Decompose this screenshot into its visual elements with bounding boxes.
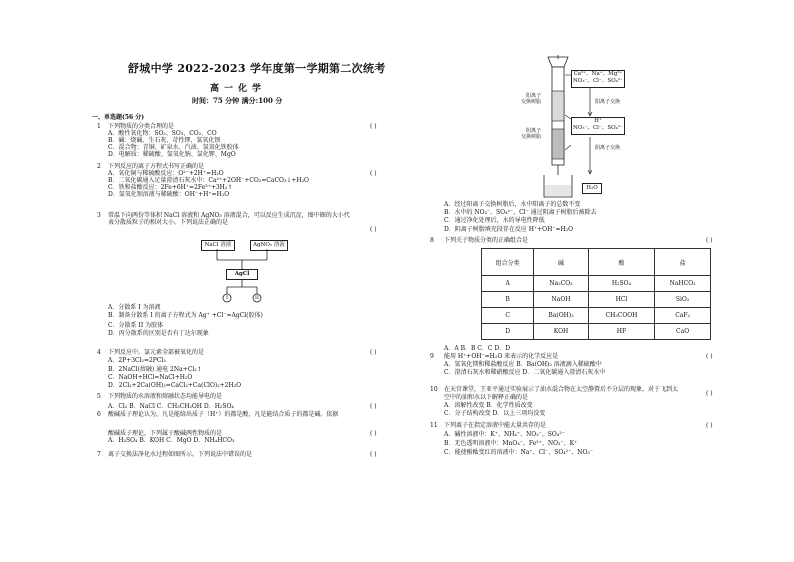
dispersion-one-label: I — [226, 295, 228, 301]
answer-paren-q7: ( ) — [370, 451, 377, 458]
middle-anions: NO₃⁻、Cl⁻、SO₄²⁻ — [573, 125, 623, 131]
answer-paren-q5: ( ) — [370, 403, 377, 410]
answer-option: 表分散质粒子的相对大小。下列说法正确的是 — [108, 219, 229, 226]
q8-options: A．A B．B C．C D．D — [444, 345, 511, 352]
answer-option: B．二氧化碳通入足量澄清石灰水中：Ca²⁺+2OH⁻+CO₂=CaCO₃↓+H₂O — [108, 177, 309, 184]
table-cell: HF — [588, 324, 654, 340]
table-cell: HCl — [588, 292, 654, 308]
exam-meta: 时间：75 分钟 满分:100 分 — [192, 96, 283, 105]
answer-option: C．混合物：青铜、矿泉水、汽油、氢氧化铁胶体 — [108, 144, 239, 151]
agno3-solution-box: AgNO₃ 溶液 — [250, 240, 288, 251]
answer-paren-q6: ( ) — [370, 430, 377, 437]
question-number: 9 — [430, 353, 434, 360]
answer-option: A．碱性溶液中：K⁺、NH₄⁺、NO₃⁻、SO₄²⁻ — [444, 431, 565, 438]
table-row — [482, 308, 711, 324]
question-number: 11 — [430, 422, 438, 429]
question-stem: 能用 H⁺+OH⁻=H₂O 来表示的化学反应是 — [444, 353, 559, 360]
question-stem: 常温下向两份等体积 NaCl 溶液和 AgNO₃ 溶液混合，可以反应生成沉淀，图中圈的大小代 — [108, 212, 350, 219]
table-cell: H₂SO₄ — [588, 276, 654, 292]
anion-resin-label: 阴离子 交换树脂 — [521, 128, 542, 140]
question-stem: 在天宫课堂，王亚平通过实验展示了油水混合物在太空静置后不分层的现象，对于飞到太 — [444, 386, 679, 393]
answer-paren-q3: ( ) — [370, 226, 377, 233]
table-cell: SiO₂ — [655, 292, 711, 308]
subject-title: 高一化学 — [210, 84, 267, 94]
table-cell: Ba(OH)₂ — [534, 308, 588, 324]
answer-option: D．2Cl₂+2Ca(OH)₂=CaCl₂+Ca(ClO)₂+2H₂O — [108, 382, 242, 389]
exam-title: 舒城中学 2022-2023 学年度第一学期第二次统考 — [128, 62, 386, 75]
answer-option: C．NaOH+HCl=NaCl+H₂O — [108, 374, 193, 381]
answer-option: C．能使酚酞变红的溶液中：Na⁺、Cl⁻、SO₄²⁻、NO₃⁻ — [444, 449, 594, 456]
table-cell: CH₃COOH — [588, 308, 654, 324]
question-number: 6 — [97, 411, 101, 418]
question-number: 1 — [97, 123, 101, 130]
answer-paren-q9: ( ) — [706, 353, 713, 360]
answer-option: B．水中的 NO₃⁻、SO₄²⁻、Cl⁻ 通过阴离子树脂后被除去 — [444, 209, 597, 216]
question-number: 7 — [97, 451, 101, 458]
anion-exchange-label: 阴离子交换 — [595, 145, 621, 151]
answer-option: A．酸性氧化物：SO₂、SO₃、CO₂、CO — [108, 130, 217, 137]
section-heading: 一、单选题(56 分) — [92, 114, 145, 121]
inlet-cations: Ca²⁺、Na⁺、Mg²⁺ — [573, 71, 623, 77]
answer-option: C．铁和盐酸反应：2Fe+6H⁺=2Fe³⁺+3H₂↑ — [108, 184, 233, 191]
middle-cations: H⁺ — [594, 118, 602, 124]
answer-paren-q1: ( ) — [370, 123, 377, 130]
question-stem: 下列物质的分类合理的是 — [108, 123, 175, 130]
answer-option: A．Cl₂ B．NaCl C．CH₃CH₂OH D．H₂SO₄ — [108, 403, 234, 410]
water-output-box: H₂O — [582, 183, 602, 194]
question-stem: 离子交换法净化水过程如图所示。下列说法中错误的是 — [108, 451, 253, 458]
classification-table — [481, 248, 711, 340]
answer-option: D．阴离子树脂填充段存在反应 H⁺+OH⁻=H₂O — [444, 226, 574, 233]
table-cell: CaF₂ — [655, 308, 711, 324]
answer-option: C．通过净化处理后，水的导电性降低 — [444, 217, 545, 224]
answer-paren-q8: ( ) — [706, 237, 713, 244]
table-cell: C — [482, 308, 534, 324]
answer-option: C．澄清石灰水和稀硝酸反应 D．二氧化碳通入澄清石灰水中 — [444, 369, 606, 376]
table-cell: B — [482, 292, 534, 308]
table-cell: NaHCO₃ — [655, 276, 711, 292]
table-cell: NaOH — [534, 292, 588, 308]
question-stem: 下列物质的水溶液和熔融状态均能导电的是 — [108, 393, 223, 400]
answer-paren-q2: ( ) — [370, 170, 377, 177]
answer-option: C．分子结构改变 D．以上三项均没变 — [444, 410, 546, 417]
agcl-box: AgCl — [226, 269, 258, 280]
answer-option: B．2NaCl(熔融) 通电 2Na+Cl₂↑ — [108, 366, 202, 373]
table-cell: KOH — [534, 324, 588, 340]
question-number: 10 — [430, 386, 438, 393]
table-row — [482, 276, 711, 292]
table-header-cell: 组合分类 — [482, 249, 534, 276]
answer-option: B．碱：烧碱、生石灰、苛性钾、氢氧化钡 — [108, 137, 221, 144]
answer-option: A．氧化铜与稀硫酸反应：O²⁻+2H⁺=H₂O — [108, 170, 224, 177]
dispersion-two-label: II — [255, 295, 259, 301]
table-header-cell: 盐 — [655, 249, 711, 276]
answer-option: A．H₂SO₄ B．KOH C．MgO D．NH₄HCO₃ — [108, 437, 235, 444]
question-number: 8 — [430, 237, 434, 244]
question-stem: 下列离子在指定溶液中能大量共存的是 — [444, 422, 547, 429]
answer-paren-q11: ( ) — [706, 422, 713, 429]
answer-option: A．分散系 I 为溶液 — [108, 304, 161, 311]
answer-option: A．氢氧化镁和稀盐酸反应 B．Ba(OH)₂ 溶液滴入稀硫酸中 — [444, 361, 602, 368]
answer-option: C．分散系 II 为胶体 — [108, 322, 164, 329]
question-number: 4 — [97, 349, 101, 356]
cation-exchange-label: 阳离子交换 — [595, 99, 621, 105]
inlet-anions: NO₃⁻、Cl⁻、SO₄²⁻ — [573, 78, 623, 84]
question-stem: 酸碱质子理论认为，凡是能给出质子（H⁺）的都是酸，凡是能结合质子的都是碱。依据 — [108, 411, 339, 418]
question-number: 3 — [97, 212, 101, 219]
nacl-solution-box: NaCl 溶液 — [201, 240, 235, 251]
answer-option: B．制备分散系 I 的离子方程式为 Ag⁺ +Cl⁻=AgCl(胶体) — [108, 312, 263, 319]
table-row — [482, 292, 711, 308]
question-stem: 下列反应中，氯元素全部被氧化的是 — [108, 349, 205, 356]
answer-option: A．溶解性改变 B．化学性质改变 — [444, 402, 533, 409]
question-number: 5 — [97, 393, 101, 400]
table-row — [482, 324, 711, 340]
table-cell: CaO — [655, 324, 711, 340]
answer-option: 酸碱质子理论，下列属于酸碱两性物质的是 — [108, 430, 223, 437]
table-header-row — [482, 249, 711, 276]
answer-option: A．经过阳离子交换树脂后，水中阳离子的总数不变 — [444, 201, 581, 208]
answer-option: B．无色透明溶液中：MnO₄⁻、Fe³⁺、NO₃⁻、K⁺ — [444, 440, 578, 447]
answer-option: A．2P+3Cl₂=2PCl₃ — [108, 357, 166, 364]
table-cell: A — [482, 276, 534, 292]
answer-paren-q10: ( ) — [706, 390, 713, 397]
middle-ions-box — [571, 117, 625, 135]
table-header-cell: 酸 — [588, 249, 654, 276]
answer-option: D．氢氧化钡溶液与稀硫酸：OH⁻+H⁺=H₂O — [108, 191, 230, 198]
answer-option: D．电解质：稀硫酸、氢氧化钠、氯化钾、MgO — [108, 151, 236, 158]
table-cell: D — [482, 324, 534, 340]
answer-option: D．丙分散系的区别是否有丁达尔现象 — [108, 330, 209, 337]
cation-resin-label: 阳离子 交换树脂 — [521, 93, 542, 105]
question-stem: 下列关于物质分类的正确组合是 — [444, 237, 529, 244]
question-stem: 下列反应的离子方程式书写正确的是 — [108, 163, 205, 170]
answer-option: 空中的油和水以下解释正确的是 — [444, 394, 529, 401]
table-cell: Na₂CO₃ — [534, 276, 588, 292]
answer-paren-q4: ( ) — [370, 349, 377, 356]
question-number: 2 — [97, 163, 101, 170]
inlet-ions-box — [571, 70, 625, 88]
table-header-cell: 碱 — [534, 249, 588, 276]
